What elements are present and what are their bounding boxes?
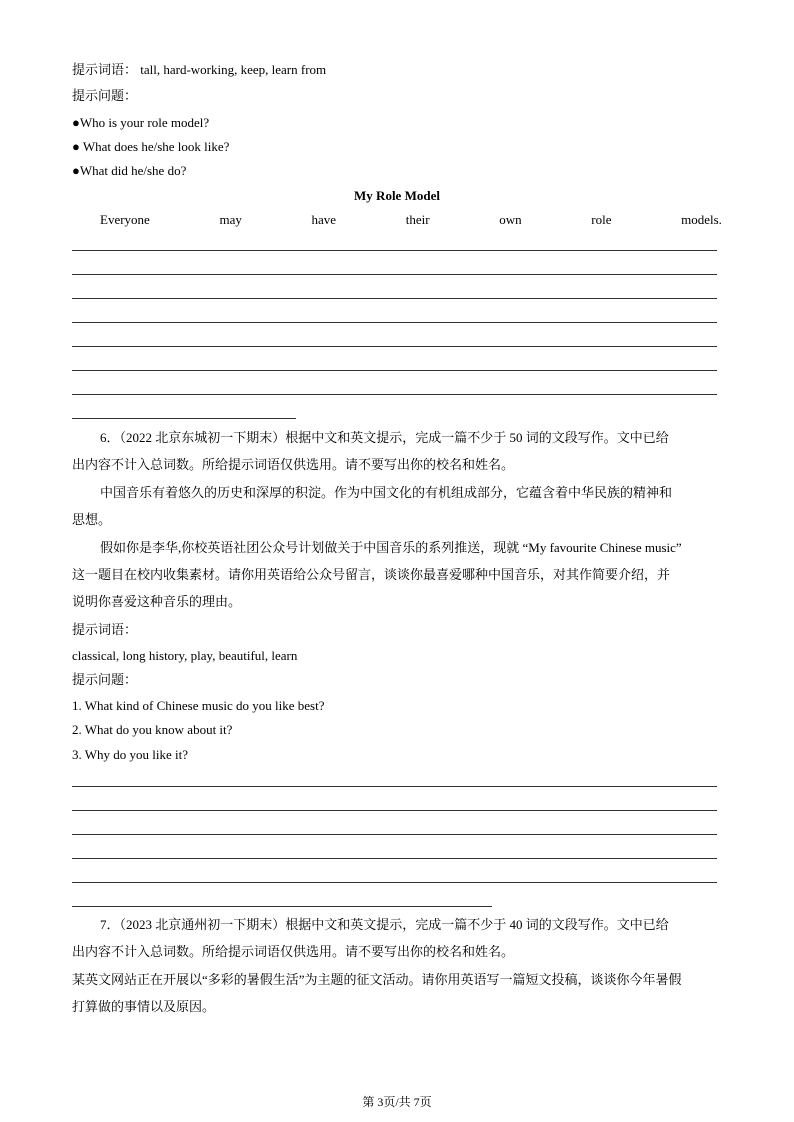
question-6-prompt-cont: 出内容不计入总词数。所给提示词语仅供选用。请不要写出你的校名和姓名。 [72,457,515,472]
writing-line[interactable] [72,834,717,835]
essay-word: own [499,212,522,227]
essay-word: have [311,212,337,227]
writing-line[interactable] [72,394,717,395]
question-6-prompt: 6．（2022 北京东城初一下期末）根据中文和英文提示，完成一篇不少于 50 词的文段写作。文中已给 [100,430,669,445]
writing-line[interactable] [72,250,717,251]
hint-questions-label-5: 提示问题： [72,88,138,103]
page-number: 第 3页/共 7页 [362,1095,432,1109]
writing-line[interactable] [72,418,296,419]
essay-word: models. [681,212,722,227]
question-5-2: ● What does he/she look like? [72,139,230,154]
writing-line[interactable] [72,858,717,859]
writing-line[interactable] [72,370,717,371]
question-7-prompt: 7．（2023 北京通州初一下期末）根据中文和英文提示，完成一篇不少于 40 词的文段写作。文中已给 [100,917,669,932]
question-5-3: ●What did he/she do? [72,163,187,178]
hint-words-label-6: 提示词语： [72,622,138,637]
essay-word: role [591,212,612,227]
question-6-para1-cont: 思想。 [72,512,112,527]
question-7-para: 某英文网站正在开展以“多彩的暑假生活”为主题的征文活动。请你用英语写一篇短文投稿，谈谈你今年暑假 [72,972,682,987]
question-6-3: 3. Why do you like it? [72,747,189,762]
writing-line[interactable] [72,882,717,883]
essay-start-line [100,212,722,228]
writing-line[interactable] [72,906,492,907]
question-6-para2-cont: 这一题目在校内收集素材。请你用英语给公众号留言，谈谈你最喜爱哪种中国音乐，对其作简要介绍，并 [72,567,671,582]
essay-word: may [219,212,242,227]
hint-questions-label-6: 提示问题： [72,672,138,687]
question-7-prompt-cont: 出内容不计入总词数。所给提示词语仅供选用。请不要写出你的校名和姓名。 [72,944,515,959]
question-7-para-cont: 打算做的事情以及原因。 [72,999,216,1014]
question-6-para2-cont: 说明你喜爱这种音乐的理由。 [72,594,242,609]
writing-line[interactable] [72,322,717,323]
essay-word: their [405,212,430,227]
hint-words-6: classical, long history, play, beautiful, learn [72,648,298,663]
writing-line[interactable] [72,274,717,275]
essay-word: Everyone [100,212,150,227]
question-6-1: 1. What kind of Chinese music do you like best? [72,698,325,713]
writing-line[interactable] [72,810,717,811]
hint-words-5: 提示词语： tall, hard-working, keep, learn from [72,62,327,77]
writing-line[interactable] [72,346,717,347]
essay-title: My Role Model [354,188,440,203]
question-5-1: ●Who is your role model? [72,115,210,130]
question-6-2: 2. What do you know about it? [72,722,233,737]
question-6-para2: 假如你是李华,你校英语社团公众号计划做关于中国音乐的系列推送，现就 “My favourite Chinese music” [100,540,682,555]
question-6-para1: 中国音乐有着悠久的历史和深厚的积淀。作为中国文化的有机组成部分，它蕴含着中华民族的精神和 [100,485,673,500]
writing-line[interactable] [72,298,717,299]
writing-line[interactable] [72,786,717,787]
